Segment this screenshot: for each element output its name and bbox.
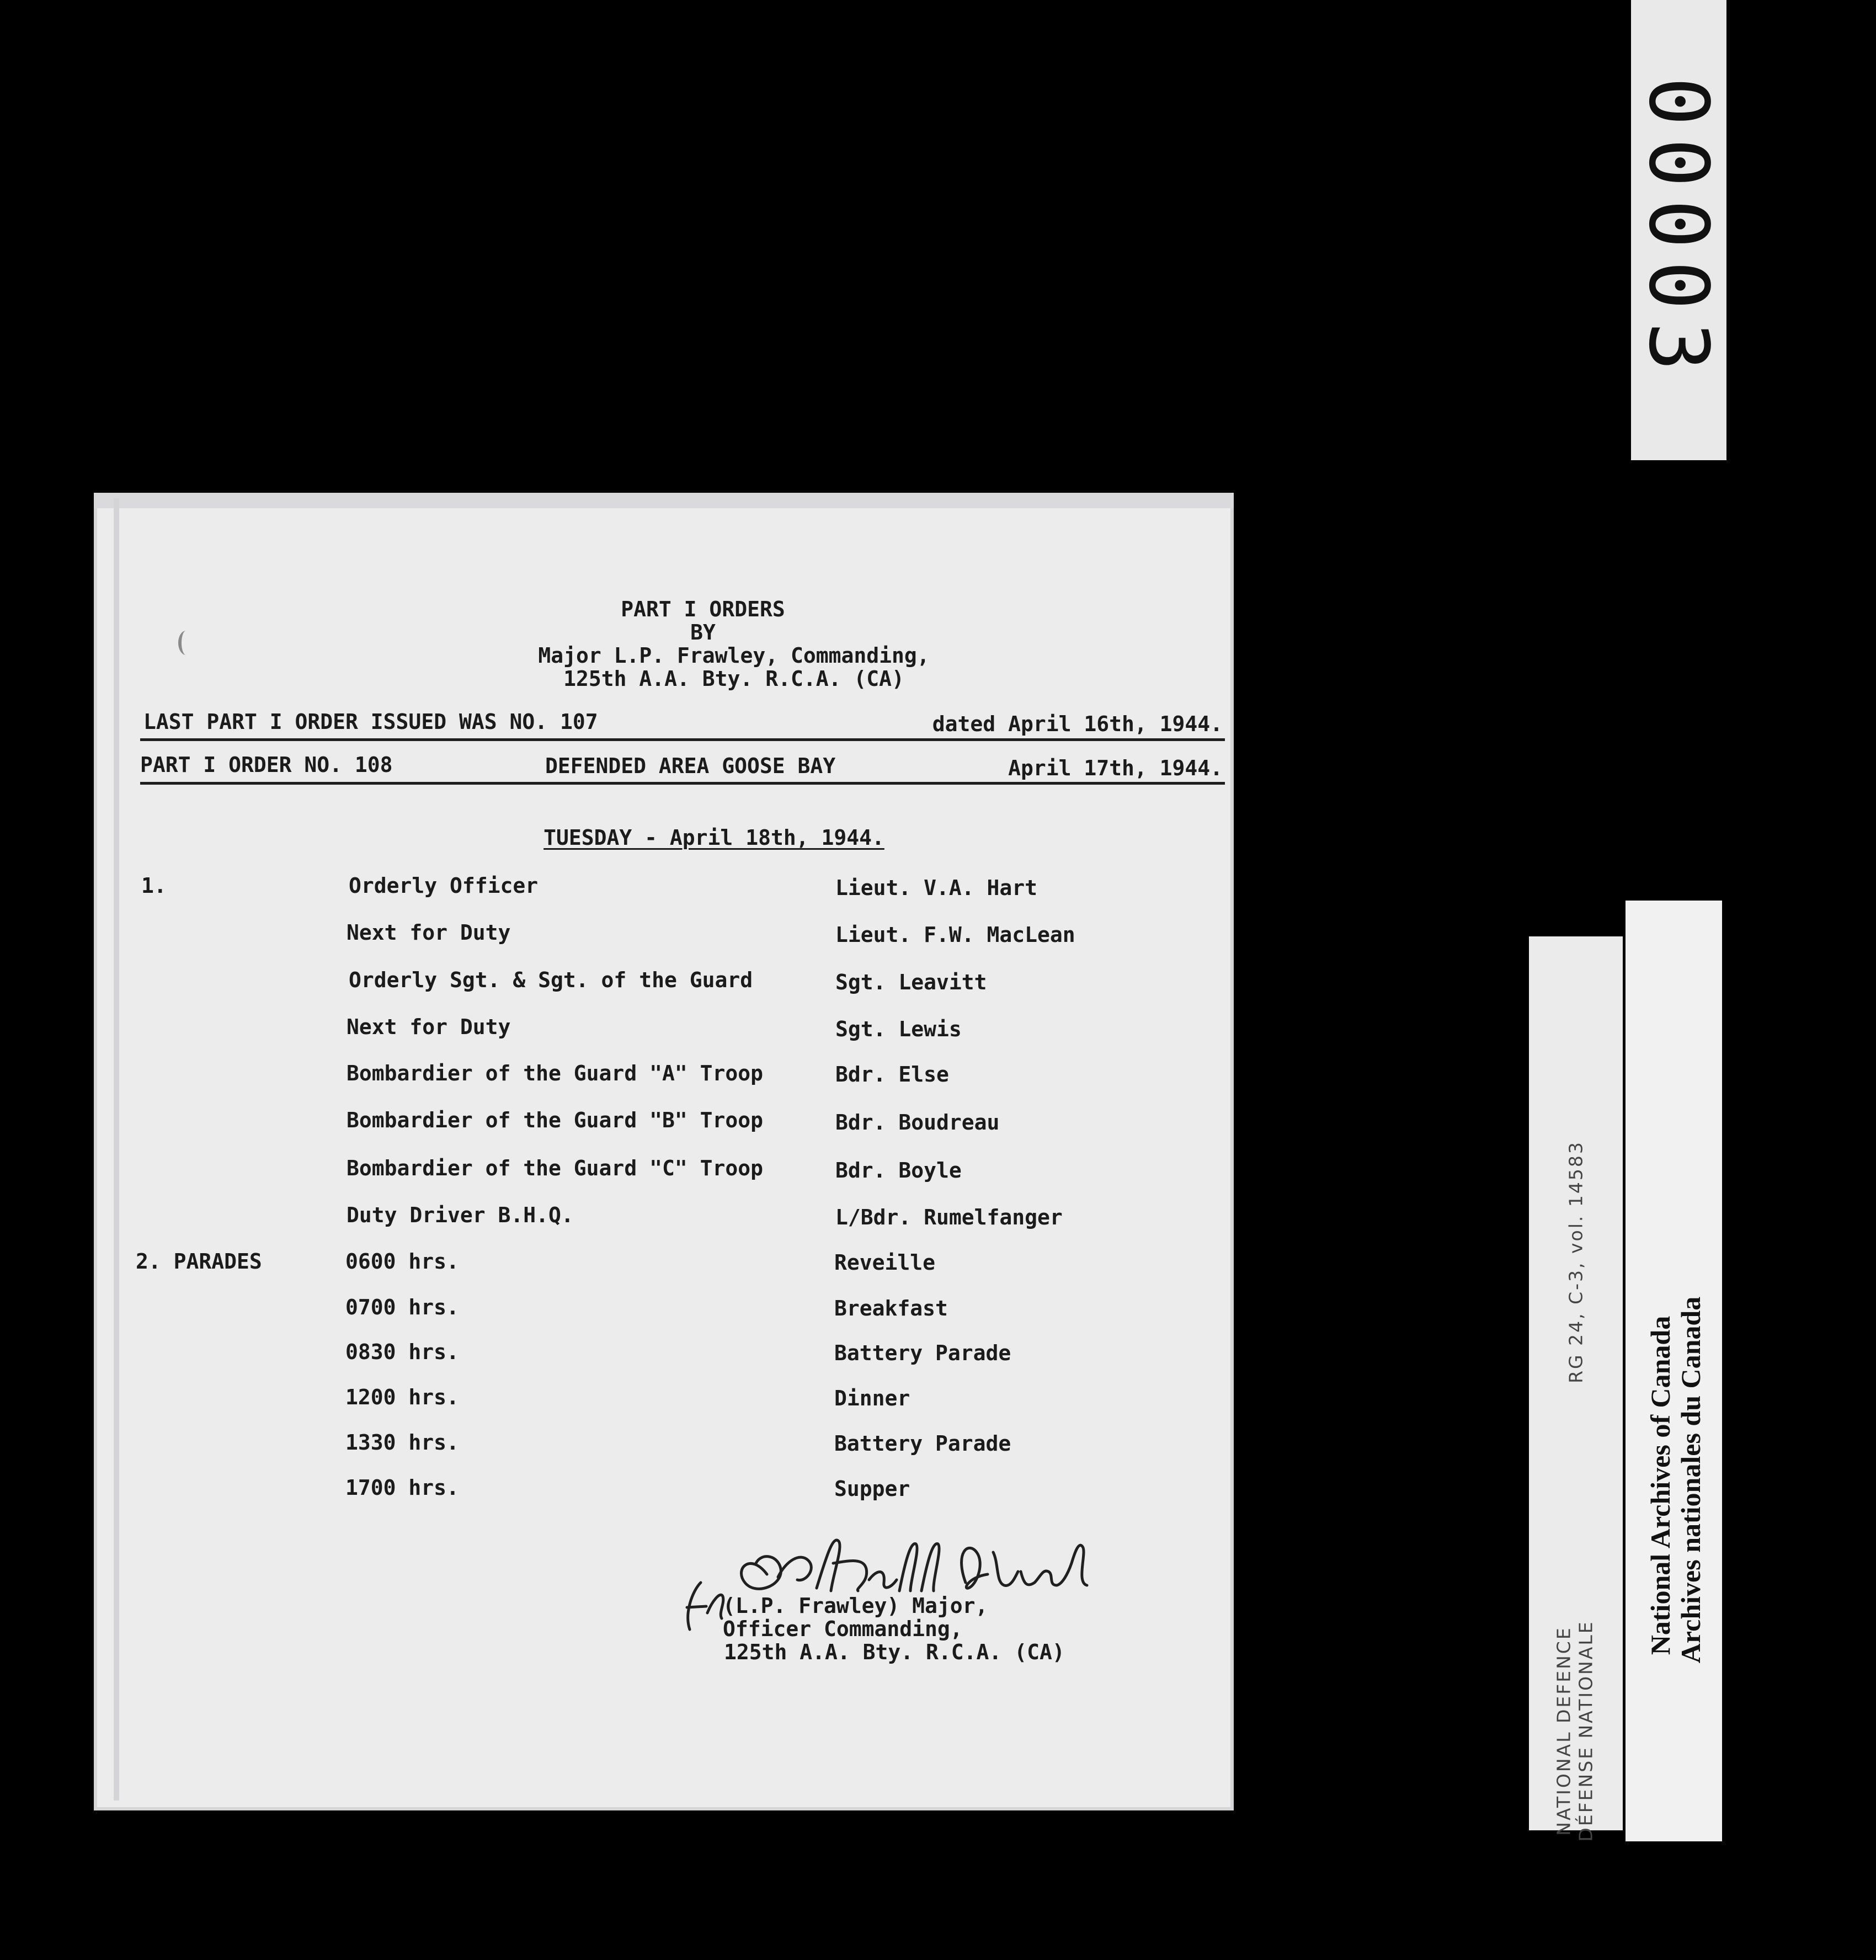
parade-time: 0600 hrs. bbox=[345, 1249, 459, 1274]
parade-time: 0700 hrs. bbox=[345, 1295, 459, 1319]
signature-title: Officer Commanding, bbox=[723, 1617, 963, 1641]
duty-label: Orderly Officer bbox=[349, 874, 539, 898]
frame-counter-strip bbox=[1631, 0, 1726, 460]
duty-person: Bdr. Else bbox=[835, 1062, 949, 1086]
duty-person: L/Bdr. Rumelfanger bbox=[835, 1205, 1063, 1229]
signature-name: (L.P. Frawley) Major, bbox=[723, 1594, 988, 1618]
duty-label: Bombardier of the Guard "B" Troop bbox=[347, 1108, 763, 1132]
page-top-edge bbox=[94, 493, 1234, 508]
department-en: NATIONAL DEFENCE bbox=[1553, 1626, 1575, 1836]
parade-event: Battery Parade bbox=[834, 1431, 1011, 1456]
date-heading: TUESDAY - April 18th, 1944. bbox=[543, 825, 884, 850]
heading-commander: Major L.P. Frawley, Commanding, bbox=[538, 643, 930, 668]
heading-title: PART I ORDERS bbox=[621, 597, 785, 621]
heading-by: BY bbox=[690, 620, 716, 645]
duty-label: Duty Driver B.H.Q. bbox=[347, 1203, 574, 1227]
parade-time: 1700 hrs. bbox=[345, 1476, 459, 1500]
punch-hole-mark bbox=[178, 631, 194, 655]
parade-event: Dinner bbox=[834, 1386, 910, 1410]
parade-event: Reveille bbox=[834, 1250, 936, 1275]
duty-label: Bombardier of the Guard "C" Troop bbox=[347, 1156, 763, 1180]
parade-time: 1330 hrs. bbox=[345, 1430, 459, 1455]
section-2-label: 2. PARADES bbox=[136, 1249, 262, 1274]
duty-person: Sgt. Leavitt bbox=[835, 970, 987, 994]
duty-person: Sgt. Lewis bbox=[835, 1017, 962, 1041]
order-number: PART I ORDER NO. 108 bbox=[140, 753, 393, 777]
signature-unit: 125th A.A. Bty. R.C.A. (CA) bbox=[724, 1640, 1065, 1664]
parade-time: 0830 hrs. bbox=[345, 1340, 459, 1364]
duty-person: Bdr. Boudreau bbox=[835, 1110, 1000, 1135]
national-archives-label bbox=[1625, 901, 1722, 1841]
page-fold-shadow bbox=[114, 498, 119, 1801]
parade-event: Breakfast bbox=[834, 1296, 948, 1320]
archives-fr: Archives nationales du Canada bbox=[1675, 1296, 1706, 1664]
duty-label: Next for Duty bbox=[347, 1015, 511, 1039]
duty-person: Lieut. V.A. Hart bbox=[835, 876, 1038, 900]
parade-time: 1200 hrs. bbox=[345, 1385, 459, 1409]
order-date: April 17th, 1944. bbox=[1008, 756, 1223, 780]
rule-2 bbox=[140, 782, 1225, 785]
duty-person: Lieut. F.W. MacLean bbox=[835, 923, 1075, 947]
duty-person: Bdr. Boyle bbox=[835, 1158, 962, 1183]
order-area: DEFENDED AREA GOOSE BAY bbox=[545, 754, 836, 778]
national-defence-label bbox=[1529, 936, 1623, 1842]
department-fr: DÉFENSE NATIONALE bbox=[1575, 1620, 1597, 1842]
rule-1 bbox=[140, 738, 1225, 741]
order-page bbox=[94, 493, 1234, 1810]
last-order-date: dated April 16th, 1944. bbox=[932, 712, 1223, 736]
last-order-issued: LAST PART I ORDER ISSUED WAS NO. 107 bbox=[143, 710, 598, 734]
duty-label: Next for Duty bbox=[347, 920, 511, 945]
parade-event: Battery Parade bbox=[834, 1341, 1011, 1365]
archives-en: National Archives of Canada bbox=[1644, 1315, 1676, 1655]
heading-unit: 125th A.A. Bty. R.C.A. (CA) bbox=[563, 667, 904, 691]
archive-reference: RG 24, C-3, vol. 14583 bbox=[1565, 1141, 1587, 1383]
section-1-number: 1. bbox=[141, 874, 167, 898]
duty-label: Orderly Sgt. & Sgt. of the Guard bbox=[349, 968, 753, 992]
frame-number: 00003 bbox=[1631, 77, 1726, 384]
parade-event: Supper bbox=[834, 1477, 910, 1501]
duty-label: Bombardier of the Guard "A" Troop bbox=[347, 1061, 763, 1085]
